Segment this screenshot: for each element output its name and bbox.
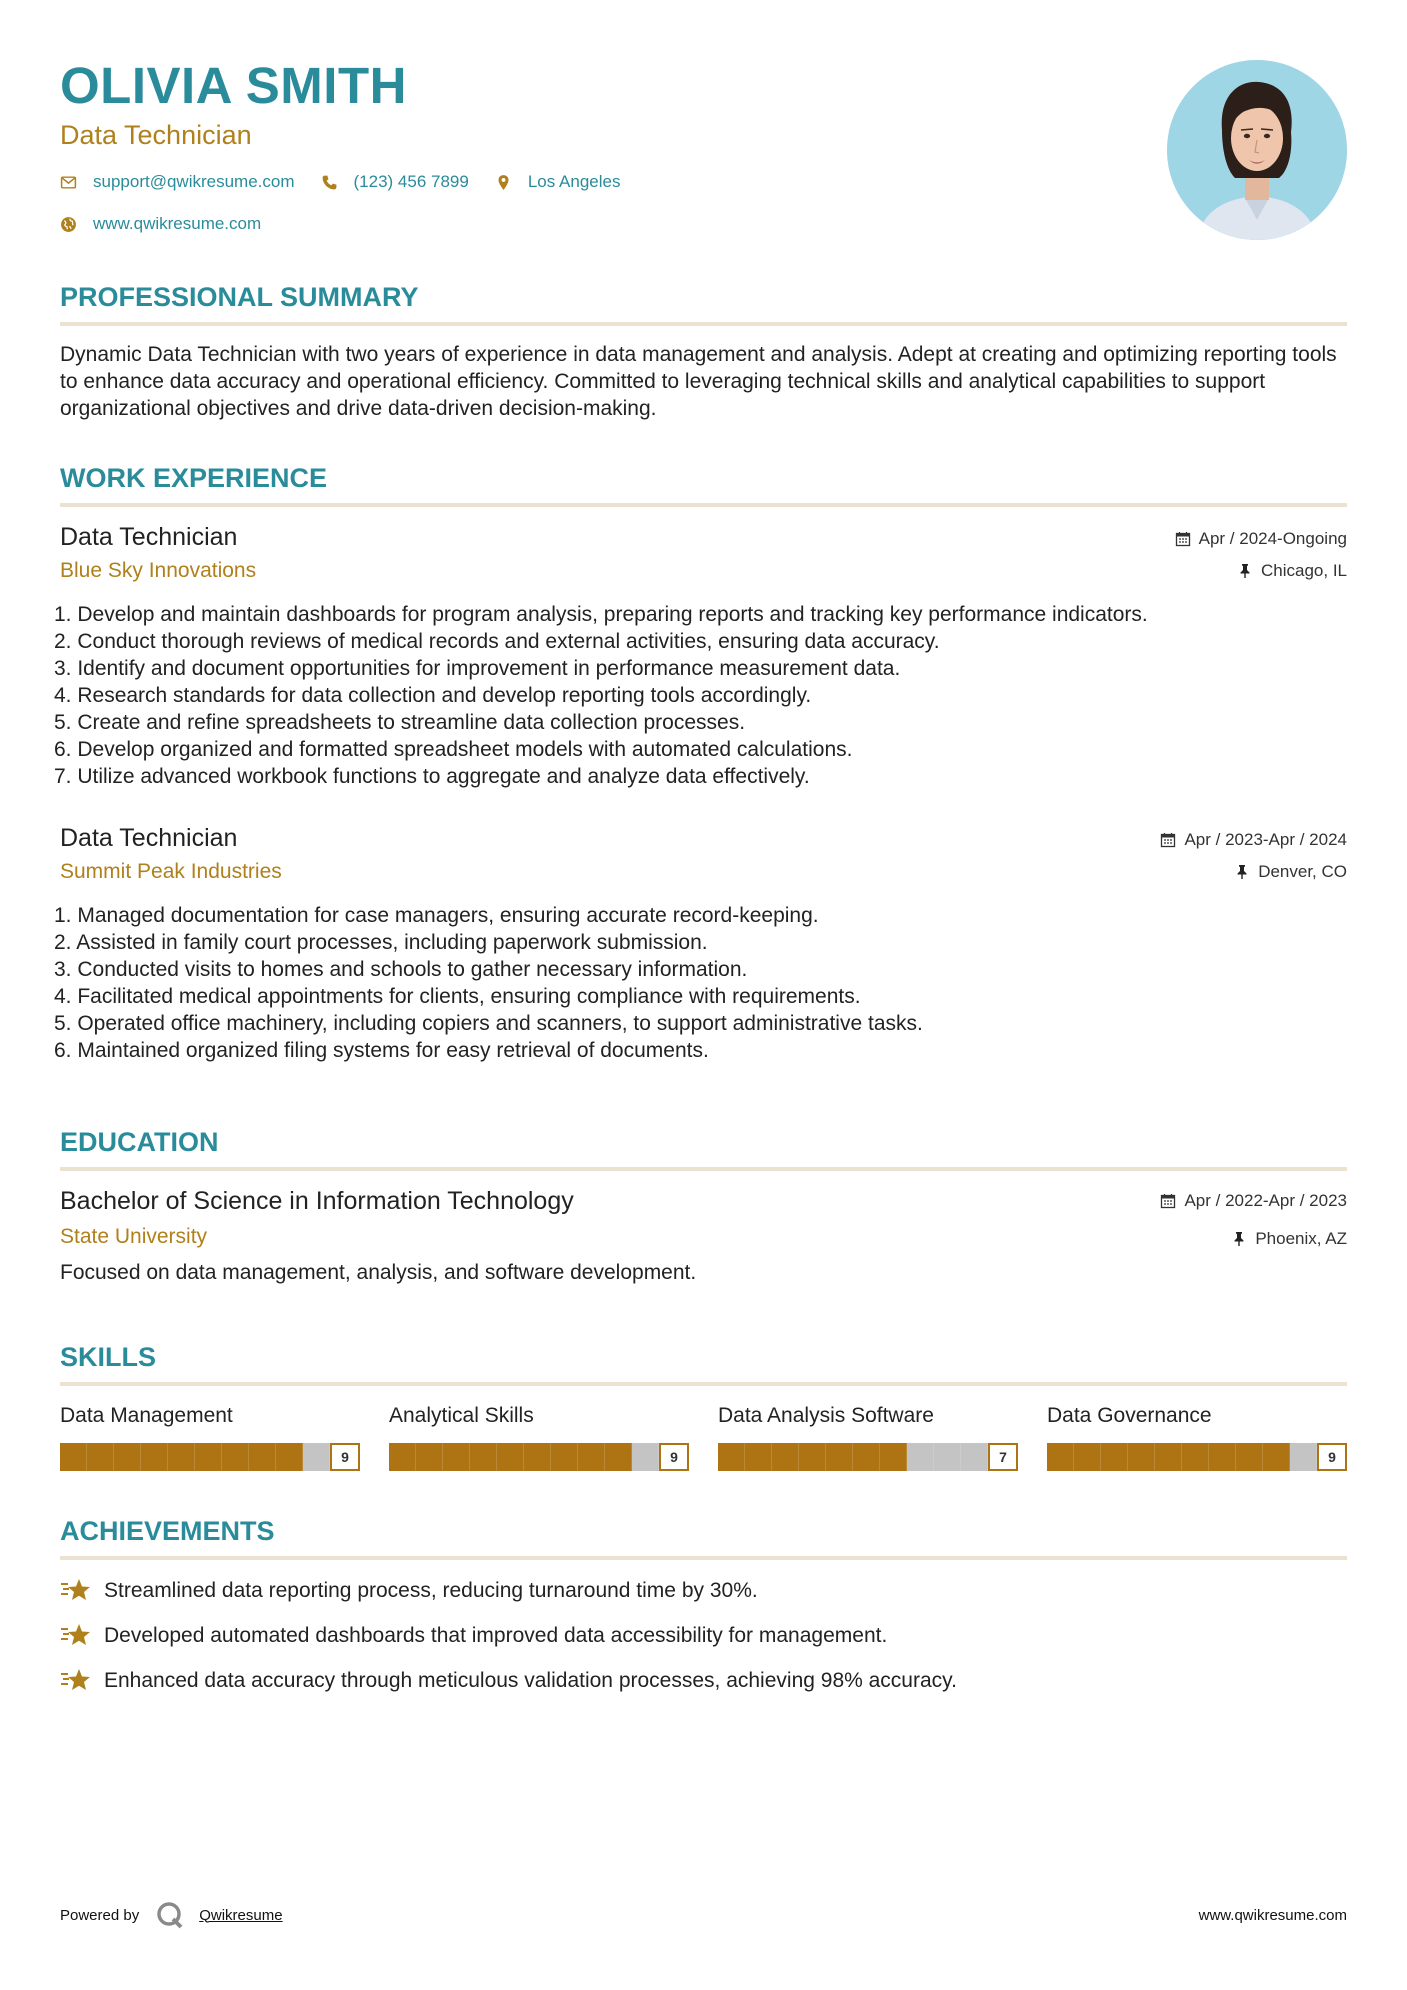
education-description: Focused on data management, analysis, and software development.: [60, 1261, 697, 1284]
skill-name: Analytical Skills: [389, 1404, 534, 1427]
job-title: Data Technician: [60, 523, 238, 551]
list-item: 2. Conduct thorough reviews of medical records and external activities, ensuring data accuracy.: [54, 630, 940, 653]
education-date-text: Apr / 2022-Apr / 2023: [1184, 1191, 1347, 1210]
list-item: 7. Utilize advanced workbook functions to aggregate and analyze data effectively.: [54, 765, 810, 788]
skill-score: 9: [330, 1443, 360, 1471]
section-divider: [60, 1167, 1347, 1171]
candidate-name: OLIVIA SMITH: [60, 57, 407, 114]
skill-score: 9: [1317, 1443, 1347, 1471]
skill-item: [1047, 1402, 1347, 1472]
education-section: [60, 1125, 1347, 1305]
achievement-text: Developed automated dashboards that improved data accessibility for management.: [104, 1623, 888, 1647]
phone-text: (123) 456 7899: [353, 172, 469, 191]
skill-rating: [718, 1442, 1018, 1472]
list-item: [60, 1576, 1347, 1604]
candidate-role: Data Technician: [60, 120, 252, 150]
job-company: Blue Sky Innovations: [60, 559, 257, 582]
section-divider: [60, 503, 1347, 507]
job-title: Data Technician: [60, 824, 238, 852]
pushpin-icon: [1234, 864, 1250, 880]
calendar-icon: [1160, 832, 1176, 848]
job-date-text: Apr / 2023-Apr / 2024: [1184, 830, 1347, 849]
powered-by-label: Powered by: [60, 1906, 140, 1924]
experience-section: [54, 461, 1347, 1081]
job-duties-list: [54, 902, 1347, 1064]
job-company: Summit Peak Industries: [60, 860, 282, 883]
skill-name: Data Management: [60, 1404, 233, 1427]
skill-item: [718, 1402, 1018, 1472]
brand-link[interactable]: Qwikresume: [199, 1906, 283, 1924]
achievements-section: [60, 1514, 1347, 1714]
resume-header: [60, 0, 1347, 250]
location-contact: [495, 172, 621, 192]
pushpin-icon: [1237, 563, 1253, 579]
list-item: 5. Create and refine spreadsheets to streamline data collection processes.: [54, 711, 746, 734]
school-name: State University: [60, 1225, 208, 1248]
list-item: 4. Research standards for data collection and develop reporting tools accordingly.: [54, 684, 812, 707]
section-divider: [60, 1556, 1347, 1560]
skill-rating: [1047, 1442, 1347, 1472]
footer-website[interactable]: www.qwikresume.com: [1198, 1906, 1347, 1924]
list-item: 1. Develop and maintain dashboards for program analysis, preparing reports and tracking key performance indicators.: [54, 603, 1148, 626]
list-item: 4. Facilitated medical appointments for clients, ensuring compliance with requirements.: [54, 985, 861, 1008]
degree-title: Bachelor of Science in Information Technology: [60, 1187, 574, 1215]
summary-text: Dynamic Data Technician with two years of experience in data management and analysis. Adept at creating and optimizing reporting tools to enhance data accuracy and operational efficiency. Committed to leveraging technical skills and analytical capabilities to support organizational objectives and drive data-driven decision-making.: [60, 343, 1337, 420]
job-date: [1175, 529, 1347, 549]
phone-contact[interactable]: [321, 172, 469, 192]
job-date: [1160, 830, 1347, 850]
skill-bar-track: [389, 1443, 659, 1471]
skills-section: [60, 1340, 1347, 1480]
list-item: 2. Assisted in family court processes, including paperwork submission.: [54, 931, 708, 954]
envelope-icon: [60, 174, 77, 191]
skill-item: [60, 1402, 360, 1472]
powered-by: [60, 1900, 283, 1930]
contact-row: [60, 172, 646, 192]
job-location-text: Chicago, IL: [1261, 561, 1347, 580]
list-item: [60, 1621, 1347, 1649]
skills-list: [60, 1402, 1347, 1472]
list-item: [60, 1666, 1347, 1694]
skill-rating: [60, 1442, 360, 1472]
job-date-text: Apr / 2024-Ongoing: [1198, 529, 1347, 548]
pushpin-icon: [1231, 1231, 1247, 1247]
job-location: [1237, 561, 1347, 581]
section-title: PROFESSIONAL SUMMARY: [60, 282, 419, 312]
section-title: SKILLS: [60, 1342, 157, 1372]
skill-bar-track: [718, 1443, 988, 1471]
skill-score: 9: [659, 1443, 689, 1471]
email-contact[interactable]: [60, 172, 295, 192]
calendar-icon: [1175, 531, 1191, 547]
map-pin-icon: [495, 174, 512, 191]
summary-section: [60, 280, 1347, 422]
list-item: 6. Develop organized and formatted spreadsheet models with automated calculations.: [54, 738, 853, 761]
achievements-list: [60, 1576, 1347, 1694]
phone-icon: [321, 174, 338, 191]
website-text: www.qwikresume.com: [93, 214, 262, 233]
contact-row: [60, 214, 287, 234]
job-location: [1234, 862, 1347, 882]
skill-name: Data Analysis Software: [718, 1404, 934, 1427]
list-item: 6. Maintained organized filing systems for easy retrieval of documents.: [54, 1039, 709, 1062]
education-location: [1231, 1229, 1347, 1249]
achievement-text: Streamlined data reporting process, reducing turnaround time by 30%.: [104, 1578, 758, 1602]
education-date: [1160, 1191, 1347, 1211]
list-item: 1. Managed documentation for case managers, ensuring accurate record-keeping.: [54, 904, 819, 927]
qwikresume-logo-icon: [155, 1900, 185, 1930]
shooting-star-icon: [60, 1666, 92, 1694]
skill-name: Data Governance: [1047, 1404, 1212, 1427]
website-contact[interactable]: [60, 214, 261, 234]
globe-icon: [60, 216, 77, 233]
list-item: 5. Operated office machinery, including copiers and scanners, to support administrative tasks.: [54, 1012, 923, 1035]
section-title: ACHIEVEMENTS: [60, 1516, 275, 1546]
list-item: 3. Conducted visits to homes and schools to gather necessary information.: [54, 958, 748, 981]
section-divider: [60, 322, 1347, 326]
education-location-text: Phoenix, AZ: [1255, 1229, 1347, 1248]
portrait-image: [1167, 60, 1347, 240]
shooting-star-icon: [60, 1621, 92, 1649]
skill-item: [389, 1402, 689, 1472]
section-title: EDUCATION: [60, 1127, 219, 1157]
skill-bar-track: [1047, 1443, 1317, 1471]
location-text: Los Angeles: [527, 172, 621, 191]
skill-score: 7: [988, 1443, 1018, 1471]
achievement-text: Enhanced data accuracy through meticulous validation processes, achieving 98% accuracy.: [104, 1668, 957, 1692]
list-item: 3. Identify and document opportunities for improvement in performance measurement data.: [54, 657, 901, 680]
page-footer: [60, 1898, 1347, 1932]
section-title: WORK EXPERIENCE: [60, 463, 328, 493]
skill-rating: [389, 1442, 689, 1472]
email-text: support@qwikresume.com: [93, 172, 295, 191]
job-location-text: Denver, CO: [1258, 862, 1347, 881]
skill-bar-track: [60, 1443, 330, 1471]
job-duties-list: [54, 601, 1347, 790]
shooting-star-icon: [60, 1576, 92, 1604]
section-divider: [60, 1382, 1347, 1386]
calendar-icon: [1160, 1193, 1176, 1209]
profile-photo: [1167, 60, 1347, 240]
